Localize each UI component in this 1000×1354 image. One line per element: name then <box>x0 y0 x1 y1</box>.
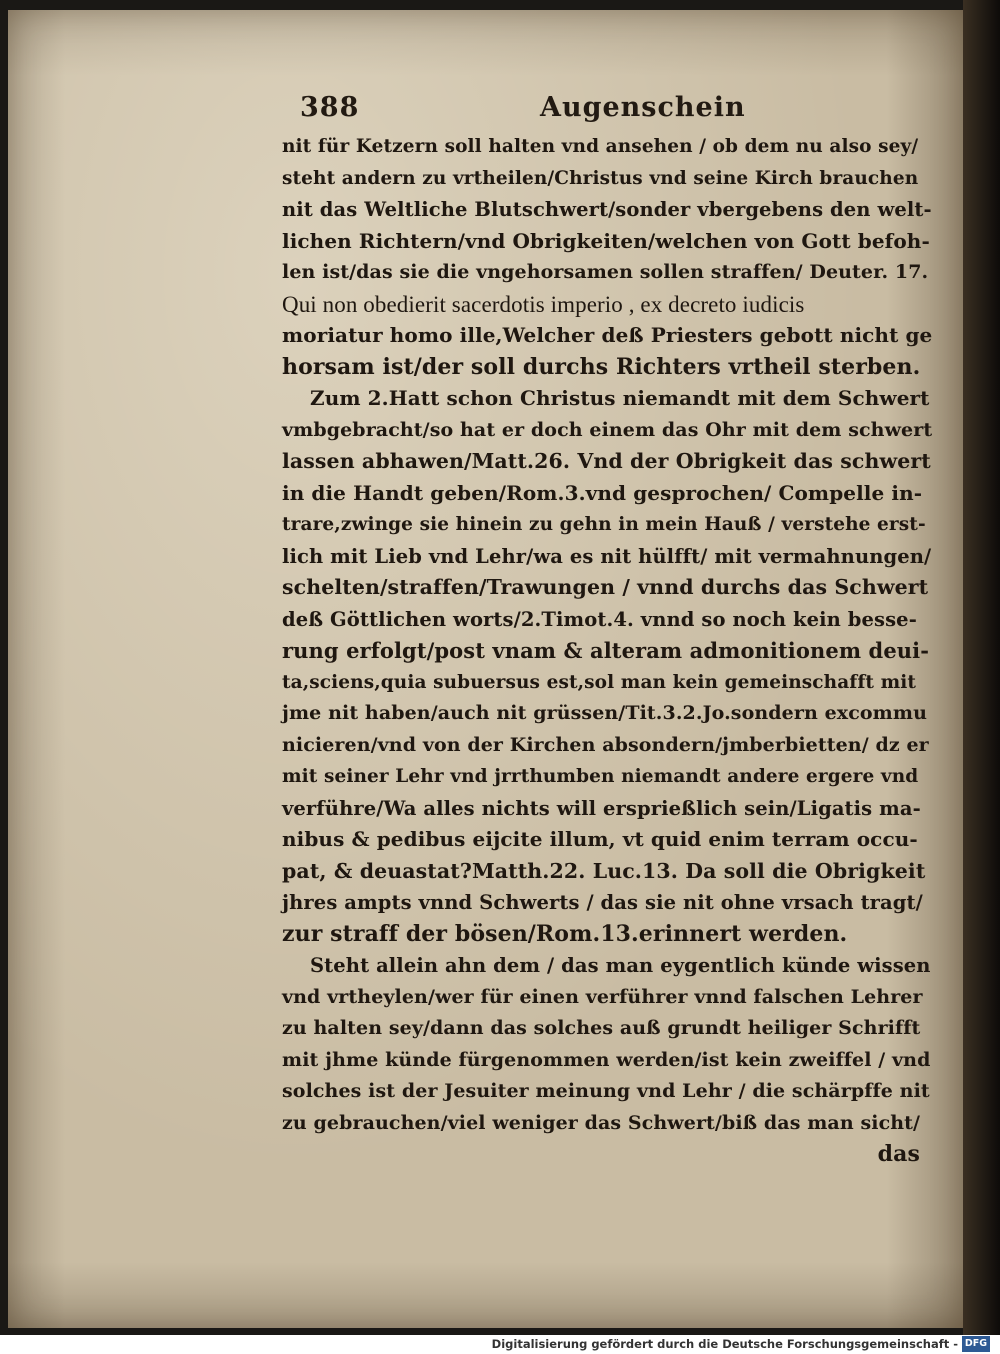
text-line: Qui non obedierit sacerdotis imperio , ex decreto iudicis <box>282 291 805 317</box>
text-line: len ist/das sie die vngehorsamen sollen straffen/ Deuter. 17. <box>282 261 929 283</box>
text-line: zur straff der bösen/Rom.13.erinnert werden. <box>282 920 848 947</box>
footer-bar <box>0 1335 1000 1354</box>
text-line: lichen Richtern/vnd Obrigkeiten/welchen von Gott befoh- <box>282 228 930 253</box>
text-line: zu gebrauchen/viel weniger das Schwert/biß das man sicht/ <box>282 1111 921 1134</box>
text-block <box>282 131 932 1171</box>
text-line: deß Göttlichen worts/2.Timot.4. vnnd so noch kein besse- <box>282 607 917 631</box>
text-line: mit jhme künde fürgenommen werden/ist kein zweiffel / vnd <box>282 1048 931 1071</box>
text-line: jme nit haben/auch nit grüssen/Tit.3.2.Jo.sondern excommu <box>282 702 927 724</box>
text-line: in die Handt geben/Rom.3.vnd gesprochen/ Compelle in- <box>282 480 923 505</box>
text-line: lassen abhawen/Matt.26. Vnd der Obrigkeit das schwert <box>282 449 931 473</box>
text-line: verführe/Wa alles nichts will ersprießlich sein/Ligatis ma- <box>282 796 921 820</box>
page-header <box>300 86 940 130</box>
running-head: Augenschein <box>540 92 746 123</box>
text-line: Steht allein ahn dem / das man eygentlich künde wissen <box>310 954 931 977</box>
text-line: jhres ampts vnnd Schwerts / das sie nit ohne vrsach tragt/ <box>282 891 923 914</box>
text-line: ta,sciens,quia subuersus est,sol man kein gemeinschafft mit <box>282 671 917 693</box>
text-line: pat, & deuastat?Matth.22. Luc.13. Da soll die Obrigkeit <box>282 858 926 883</box>
text-line: zu halten sey/dann das solches auß grundt heiliger Schrifft <box>282 1017 921 1039</box>
text-line: horsam ist/der soll durchs Richters vrtheil sterben. <box>282 353 921 380</box>
text-line: mit seiner Lehr vnd jrrthumben niemandt andere ergere vnd <box>282 766 919 787</box>
text-line: schelten/straffen/Trawungen / vnnd durchs das Schwert <box>282 575 929 599</box>
book-gutter <box>963 0 1000 1335</box>
text-line: moriatur homo ille,Welcher deß Priesters gebott nicht ge <box>282 323 933 347</box>
text-line: steht andern zu vrtheilen/Christus vnd seine Kirch brauchen <box>282 167 919 189</box>
text-line: Zum 2.Hatt schon Christus niemandt mit dem Schwert <box>310 386 930 410</box>
text-line: nicieren/vnd von der Kirchen absondern/jmberbietten/ dz er <box>282 733 929 756</box>
catchword: das <box>877 1141 920 1167</box>
text-line: vmbgebracht/so hat er doch einem das Ohr mit dem schwert <box>282 418 933 441</box>
text-line: vnd vrtheylen/wer für einen verführer vnnd falschen Lehrer <box>282 985 923 1008</box>
funding-notice: Digitalisierung gefördert durch die Deutsche Forschungsgemeinschaft - <box>491 1337 958 1351</box>
text-line: trare,zwinge sie hinein zu gehn in mein Hauß / verstehe erst- <box>282 514 926 535</box>
text-line: nibus & pedibus eijcite illum, vt quid enim terram occu- <box>282 827 918 851</box>
text-line: solches ist der Jesuiter meinung vnd Lehr / die schärpffe nit <box>282 1080 930 1102</box>
text-line: nit für Ketzern soll halten vnd ansehen / ob dem nu also sey/ <box>282 136 919 157</box>
text-line: nit das Weltliche Blutschwert/sonder vbergebens den welt- <box>282 198 932 221</box>
page-number: 388 <box>300 92 360 123</box>
text-line: lich mit Lieb vnd Lehr/wa es nit hülfft/ mit vermahnungen/ <box>282 544 932 568</box>
text-line: rung erfolgt/post vnam & alteram admonitionem deui- <box>282 638 930 663</box>
dfg-logo-icon: DFG <box>962 1336 990 1352</box>
